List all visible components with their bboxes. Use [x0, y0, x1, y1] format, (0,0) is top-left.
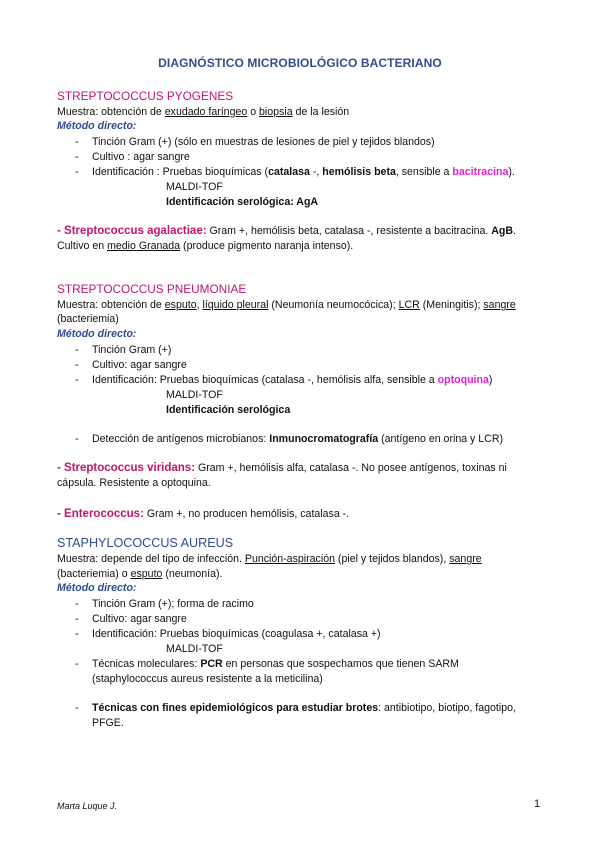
heading-aureus: STAPHYLOCOCCUS AUREUS	[57, 536, 234, 550]
aureus-item-identificacion: - Identificación: Pruebas bioquímicas (coagulasa +, catalasa +)	[75, 628, 381, 640]
aureus-item-pcr: - Técnicas moleculares: PCR en personas que sospechamos que tienen SARM	[75, 658, 459, 670]
pneumoniae-muestra: Muestra: obtención de esputo, líquido pleural (Neumonía neumocócica); LCR (Meningitis); sangre	[57, 299, 516, 311]
pneumoniae-item-antigenos: - Detección de antígenos microbianos: Inmunocromatografía (antígeno en orina y LCR)	[75, 433, 504, 445]
page-title: DIAGNÓSTICO MICROBIOLÓGICO BACTERIANO	[158, 56, 442, 70]
pneumoniae-item-identificacion: - Identificación: Pruebas bioquímicas (catalasa -, hemólisis alfa, sensible a optoquina)	[75, 374, 493, 386]
viridans-line2: cápsula. Resistente a optoquina.	[57, 477, 211, 489]
aureus-item-cultivo: - Cultivo: agar sangre	[75, 613, 187, 625]
aureus-item-epidemiologicas: - Técnicas con fines epidemiológicos para estudiar brotes: antibiotipo, biotipo, fagotipo,	[75, 702, 516, 714]
pyogenes-item-cultivo: - Cultivo : agar sangre	[75, 151, 190, 163]
aureus-muestra: Muestra: depende del tipo de infección. Punción-aspiración (piel y tejidos blandos), sangre	[57, 553, 482, 565]
footer-author: Marta Luque J.	[57, 801, 118, 811]
pyogenes-muestra: Muestra: obtención de exudado faríngeo o biopsia de la lesión	[57, 106, 350, 118]
pyogenes-item-identificacion: - Identificación : Pruebas bioquímicas (catalasa -, hemólisis beta, sensible a bacitracina).	[75, 166, 515, 178]
aureus-item-epidemiologicas-line2: PFGE.	[92, 717, 124, 729]
pyogenes-metodo: Método directo:	[57, 120, 137, 132]
pneumoniae-metodo: Método directo:	[57, 328, 137, 340]
enterococcus-line: - Enterococcus: Gram +, no producen hemólisis, catalasa -.	[57, 508, 350, 520]
aureus-metodo: Método directo:	[57, 582, 137, 594]
pneumoniae-maldi: MALDI-TOF	[166, 389, 223, 401]
pneumoniae-serologica: Identificación serológica	[166, 404, 291, 416]
heading-pyogenes: STREPTOCOCCUS PYOGENES	[57, 89, 234, 103]
pyogenes-maldi: MALDI-TOF	[166, 181, 223, 193]
aureus-item-tincion: - Tinción Gram (+); forma de racimo	[75, 598, 254, 610]
pneumoniae-item-cultivo: - Cultivo: agar sangre	[75, 359, 187, 371]
agalactiae-line2: Cultivo en medio Granada (produce pigmento naranja intenso).	[57, 240, 354, 252]
agalactiae-line1: - Streptococcus agalactiae: Gram +, hemólisis beta, catalasa -, resistente a bacitracina. AgB.	[57, 225, 516, 237]
heading-pneumoniae: STREPTOCOCCUS PNEUMONIAE	[57, 282, 247, 296]
aureus-maldi: MALDI-TOF	[166, 643, 223, 655]
aureus-item-pcr-line2: (staphylococcus aureus resistente a la meticilina)	[92, 673, 323, 685]
pneumoniae-muestra-line2: (bacteriemia)	[57, 313, 119, 325]
pyogenes-item-tincion: - Tinción Gram (+) (sólo en muestras de lesiones de piel y tejidos blandos)	[75, 136, 435, 148]
pneumoniae-item-tincion: - Tinción Gram (+)	[75, 344, 172, 356]
page-number: 1	[534, 798, 541, 810]
aureus-muestra-line2: (bacteriemia) o esputo (neumonía).	[57, 568, 223, 580]
pyogenes-serologica: Identificación serológica: AgA	[166, 196, 319, 208]
viridans-line1: - Streptococcus viridans: Gram +, hemólisis alfa, catalasa -. No posee antígenos, toxinas ni	[57, 462, 507, 474]
